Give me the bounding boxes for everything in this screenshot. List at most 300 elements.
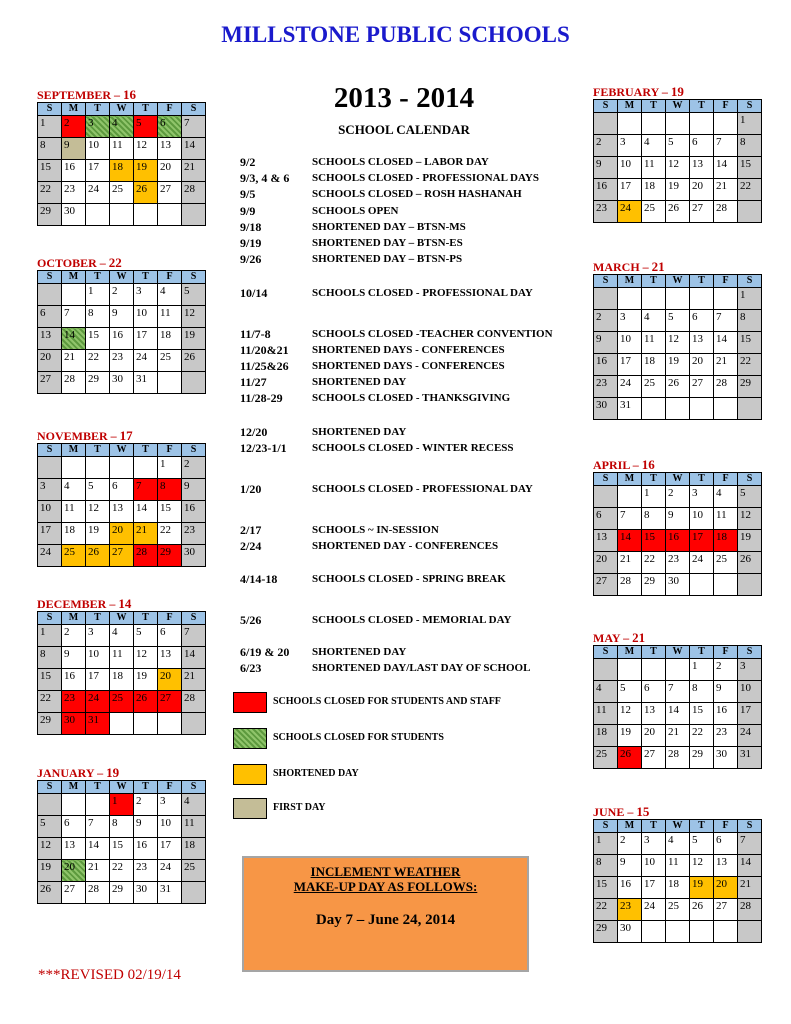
day-cell: 20: [62, 860, 86, 882]
day-cell: 2: [618, 833, 642, 855]
weekday-header: F: [158, 103, 182, 116]
event-date: 2/17: [240, 523, 262, 537]
weekday-header: T: [86, 781, 110, 794]
day-cell: 28: [738, 899, 762, 921]
legend-swatch: [233, 728, 267, 749]
weekday-header: M: [618, 820, 642, 833]
weekday-header: F: [714, 100, 738, 113]
weekday-header: S: [38, 781, 62, 794]
month-grid: [37, 270, 206, 394]
day-cell: 2: [182, 457, 206, 479]
day-cell: 10: [86, 647, 110, 669]
month-title: DECEMBER – 14: [37, 596, 132, 611]
day-cell: 28: [182, 691, 206, 713]
day-cell: 28: [182, 182, 206, 204]
event-description: SHORTENED DAY: [312, 376, 407, 388]
weekday-header: T: [642, 473, 666, 486]
day-cell: 28: [714, 201, 738, 223]
day-cell: [690, 921, 714, 943]
day-cell: 22: [38, 182, 62, 204]
weekday-header: M: [618, 646, 642, 659]
day-cell: 14: [134, 501, 158, 523]
day-cell: 8: [158, 479, 182, 501]
day-cell: 1: [38, 625, 62, 647]
day-cell: 24: [38, 545, 62, 567]
day-cell: [690, 574, 714, 596]
weekday-header: F: [158, 271, 182, 284]
weekday-header: S: [182, 103, 206, 116]
weekday-header: T: [86, 612, 110, 625]
day-cell: 25: [642, 376, 666, 398]
day-cell: 17: [690, 530, 714, 552]
day-cell: 10: [618, 332, 642, 354]
day-cell: 15: [690, 703, 714, 725]
day-cell: 2: [666, 486, 690, 508]
day-cell: 1: [38, 116, 62, 138]
event-item: [240, 360, 580, 374]
day-cell: 17: [134, 328, 158, 350]
day-cell: 11: [110, 138, 134, 160]
day-cell: 10: [618, 157, 642, 179]
calendar-nov: [37, 429, 206, 567]
day-cell: 1: [594, 833, 618, 855]
weekday-header: T: [134, 444, 158, 457]
day-cell: 1: [738, 113, 762, 135]
day-cell: 13: [158, 138, 182, 160]
day-cell: 12: [738, 508, 762, 530]
day-cell: [738, 201, 762, 223]
day-cell: 8: [642, 508, 666, 530]
weekday-header: W: [110, 444, 134, 457]
day-cell: 31: [158, 882, 182, 904]
weekday-header: T: [690, 473, 714, 486]
day-cell: 16: [666, 530, 690, 552]
day-cell: 31: [738, 747, 762, 769]
day-cell: 9: [618, 855, 642, 877]
event-date: 10/14: [240, 286, 268, 300]
day-cell: 29: [86, 372, 110, 394]
calendar-subtitle: SCHOOL CALENDAR: [338, 122, 470, 137]
month-grid: [37, 780, 206, 904]
day-cell: 17: [158, 838, 182, 860]
day-cell: 1: [738, 288, 762, 310]
day-cell: 21: [738, 877, 762, 899]
day-cell: 10: [158, 816, 182, 838]
day-cell: 15: [38, 669, 62, 691]
day-cell: 26: [38, 882, 62, 904]
day-cell: 20: [714, 877, 738, 899]
calendar-dec: [37, 597, 206, 735]
month-name: OCTOBER: [37, 256, 97, 270]
weekday-header: T: [134, 271, 158, 284]
day-cell: 15: [158, 501, 182, 523]
event-item: [240, 573, 580, 587]
weekday-header: W: [110, 781, 134, 794]
day-cell: 9: [110, 306, 134, 328]
event-date: 6/23: [240, 661, 262, 675]
event-item: [240, 524, 580, 538]
weekday-header: M: [618, 100, 642, 113]
day-cell: 21: [714, 354, 738, 376]
day-cell: 25: [182, 860, 206, 882]
day-cell: 11: [158, 306, 182, 328]
event-item: [240, 237, 580, 251]
weekday-header: W: [666, 100, 690, 113]
event-date: 12/23-1/1: [240, 441, 287, 455]
day-cell: 17: [618, 179, 642, 201]
school-day-count: 16: [123, 87, 137, 102]
day-cell: 13: [690, 332, 714, 354]
weekday-header: T: [642, 820, 666, 833]
day-cell: [110, 204, 134, 226]
month-name: SEPTEMBER: [37, 88, 112, 102]
legend-label: SCHOOLS CLOSED FOR STUDENTS: [273, 732, 444, 743]
day-cell: 16: [134, 838, 158, 860]
day-cell: 20: [642, 725, 666, 747]
event-description: SCHOOLS CLOSED - PROFESSIONAL DAY: [312, 287, 533, 299]
calendar-feb: [593, 85, 762, 223]
event-date: 1/20: [240, 482, 262, 496]
day-cell: 9: [714, 681, 738, 703]
event-item: [240, 344, 580, 358]
day-cell: 4: [714, 486, 738, 508]
weekday-header: F: [714, 646, 738, 659]
day-cell: 6: [62, 816, 86, 838]
day-cell: 13: [110, 501, 134, 523]
day-cell: 30: [714, 747, 738, 769]
event-item: [240, 172, 580, 186]
weekday-header: S: [594, 100, 618, 113]
day-cell: 12: [86, 501, 110, 523]
day-cell: 7: [62, 306, 86, 328]
day-cell: 3: [86, 116, 110, 138]
day-cell: 14: [86, 838, 110, 860]
day-cell: 3: [86, 625, 110, 647]
event-date: 2/24: [240, 539, 262, 553]
day-cell: [666, 659, 690, 681]
day-cell: 5: [690, 833, 714, 855]
day-cell: 28: [134, 545, 158, 567]
event-description: SCHOOLS ~ IN-SESSION: [312, 524, 439, 536]
calendar-oct: [37, 256, 206, 394]
day-cell: 2: [134, 794, 158, 816]
calendar-jun: [593, 805, 762, 943]
day-cell: 14: [666, 703, 690, 725]
day-cell: 2: [594, 135, 618, 157]
day-cell: 21: [666, 725, 690, 747]
day-cell: 9: [594, 157, 618, 179]
day-cell: 6: [714, 833, 738, 855]
weekday-header: T: [134, 612, 158, 625]
day-cell: [158, 372, 182, 394]
day-cell: 11: [182, 816, 206, 838]
day-cell: 7: [86, 816, 110, 838]
page-title: MILLSTONE PUBLIC SCHOOLS: [221, 22, 570, 47]
day-cell: 30: [62, 713, 86, 735]
day-cell: 15: [86, 328, 110, 350]
day-cell: [62, 794, 86, 816]
day-cell: 8: [738, 310, 762, 332]
day-cell: 4: [594, 681, 618, 703]
school-day-count: 22: [108, 255, 122, 270]
day-cell: 6: [690, 310, 714, 332]
day-cell: 23: [618, 899, 642, 921]
day-cell: 14: [182, 647, 206, 669]
legend-swatch: [233, 692, 267, 713]
day-cell: 12: [690, 855, 714, 877]
day-cell: 17: [618, 354, 642, 376]
day-cell: [134, 457, 158, 479]
day-cell: 5: [134, 625, 158, 647]
day-cell: 28: [714, 376, 738, 398]
month-title: MAY – 21: [593, 630, 646, 645]
day-cell: 22: [158, 523, 182, 545]
event-description: SHORTENED DAY/LAST DAY OF SCHOOL: [312, 662, 531, 674]
calendar-mar: [593, 260, 762, 420]
day-cell: 17: [38, 523, 62, 545]
day-cell: 22: [38, 691, 62, 713]
day-cell: 13: [62, 838, 86, 860]
day-cell: [158, 713, 182, 735]
month-grid: [37, 611, 206, 735]
day-cell: 5: [738, 486, 762, 508]
weekday-header: S: [38, 444, 62, 457]
day-cell: 14: [738, 855, 762, 877]
legend-label: SCHOOLS CLOSED FOR STUDENTS AND STAFF: [273, 696, 501, 707]
day-cell: 29: [38, 713, 62, 735]
day-cell: 28: [666, 747, 690, 769]
event-date: 9/2: [240, 155, 256, 169]
day-cell: 31: [618, 398, 642, 420]
day-cell: 1: [110, 794, 134, 816]
month-title: MARCH – 21: [593, 259, 665, 274]
day-cell: 8: [738, 135, 762, 157]
day-cell: 23: [62, 691, 86, 713]
day-cell: 18: [714, 530, 738, 552]
event-description: SCHOOLS CLOSED - THANKSGIVING: [312, 392, 511, 404]
weekday-header: T: [642, 275, 666, 288]
day-cell: 28: [86, 882, 110, 904]
day-cell: [594, 288, 618, 310]
weekday-header: W: [666, 275, 690, 288]
day-cell: [618, 659, 642, 681]
day-cell: 26: [666, 376, 690, 398]
day-cell: [714, 398, 738, 420]
month-title: OCTOBER – 22: [37, 255, 122, 270]
weekday-header: M: [62, 103, 86, 116]
event-item: [240, 614, 580, 628]
event-item: [240, 442, 580, 456]
day-cell: [134, 713, 158, 735]
day-cell: 2: [594, 310, 618, 332]
day-cell: 24: [690, 552, 714, 574]
day-cell: 16: [62, 669, 86, 691]
day-cell: 12: [134, 647, 158, 669]
month-name: MAY: [593, 631, 621, 645]
day-cell: 2: [62, 116, 86, 138]
day-cell: 20: [158, 669, 182, 691]
day-cell: 12: [666, 332, 690, 354]
month-title: APRIL – 16: [593, 457, 655, 472]
calendar-may: [593, 631, 762, 769]
day-cell: 8: [38, 647, 62, 669]
day-cell: 26: [182, 350, 206, 372]
day-cell: 2: [110, 284, 134, 306]
school-day-count: 15: [636, 804, 650, 819]
day-cell: 6: [594, 508, 618, 530]
day-cell: 18: [62, 523, 86, 545]
day-cell: 25: [666, 899, 690, 921]
event-item: [240, 376, 580, 390]
day-cell: 30: [182, 545, 206, 567]
day-cell: [182, 713, 206, 735]
day-cell: 22: [738, 179, 762, 201]
day-cell: 16: [182, 501, 206, 523]
month-grid: [593, 472, 762, 596]
event-item: [240, 221, 580, 235]
month-grid: [593, 645, 762, 769]
day-cell: 14: [62, 328, 86, 350]
day-cell: 15: [642, 530, 666, 552]
calendar-jan: [37, 766, 206, 904]
day-cell: 9: [666, 508, 690, 530]
day-cell: 25: [110, 182, 134, 204]
day-cell: 5: [134, 116, 158, 138]
day-cell: 30: [666, 574, 690, 596]
event-description: SCHOOLS CLOSED - PROFESSIONAL DAY: [312, 483, 533, 495]
event-description: SCHOOLS CLOSED – ROSH HASHANAH: [312, 188, 522, 200]
day-cell: 1: [690, 659, 714, 681]
day-cell: 18: [642, 179, 666, 201]
month-grid: [37, 102, 206, 226]
day-cell: 13: [594, 530, 618, 552]
day-cell: 30: [594, 398, 618, 420]
day-cell: 27: [62, 882, 86, 904]
day-cell: 9: [594, 332, 618, 354]
day-cell: 3: [690, 486, 714, 508]
day-cell: 18: [110, 160, 134, 182]
day-cell: 7: [714, 310, 738, 332]
event-description: SHORTENED DAY: [312, 426, 407, 438]
legend-label: FIRST DAY: [273, 802, 326, 813]
weekday-header: S: [594, 820, 618, 833]
day-cell: 5: [182, 284, 206, 306]
school-day-count: 14: [118, 596, 132, 611]
weekday-header: T: [86, 103, 110, 116]
day-cell: 7: [666, 681, 690, 703]
month-name: JANUARY: [37, 766, 95, 780]
day-cell: 7: [134, 479, 158, 501]
event-description: SCHOOLS CLOSED – LABOR DAY: [312, 156, 489, 168]
day-cell: 17: [642, 877, 666, 899]
weekday-header: T: [690, 275, 714, 288]
day-cell: 13: [38, 328, 62, 350]
weekday-header: T: [86, 444, 110, 457]
day-cell: 3: [618, 135, 642, 157]
day-cell: 27: [110, 545, 134, 567]
day-cell: 9: [62, 138, 86, 160]
weekday-header: W: [110, 271, 134, 284]
day-cell: 19: [666, 354, 690, 376]
weekday-header: T: [690, 646, 714, 659]
day-cell: [690, 288, 714, 310]
weekday-header: S: [182, 271, 206, 284]
day-cell: 15: [738, 332, 762, 354]
revision-note: ***REVISED 02/19/14: [38, 967, 181, 983]
day-cell: 31: [86, 713, 110, 735]
day-cell: [714, 288, 738, 310]
day-cell: 24: [158, 860, 182, 882]
day-cell: 25: [594, 747, 618, 769]
day-cell: 10: [38, 501, 62, 523]
day-cell: 18: [666, 877, 690, 899]
weekday-header: S: [38, 271, 62, 284]
day-cell: [642, 921, 666, 943]
event-description: SHORTENED DAYS - CONFERENCES: [312, 344, 505, 356]
school-day-count: 19: [670, 84, 684, 99]
day-cell: 8: [38, 138, 62, 160]
day-cell: 19: [38, 860, 62, 882]
event-date: 11/28-29: [240, 391, 283, 405]
day-cell: 4: [642, 310, 666, 332]
weekday-header: W: [666, 473, 690, 486]
month-name: FEBRUARY: [593, 85, 659, 99]
event-item: [240, 540, 580, 554]
day-cell: 9: [62, 647, 86, 669]
weekday-header: M: [62, 781, 86, 794]
day-cell: 16: [618, 877, 642, 899]
event-description: SHORTENED DAY – BTSN-ES: [312, 237, 463, 249]
day-cell: 18: [158, 328, 182, 350]
weekday-header: F: [714, 820, 738, 833]
weekday-header: S: [594, 473, 618, 486]
day-cell: 28: [62, 372, 86, 394]
day-cell: 19: [86, 523, 110, 545]
day-cell: 14: [618, 530, 642, 552]
day-cell: 19: [666, 179, 690, 201]
day-cell: [666, 398, 690, 420]
day-cell: 20: [38, 350, 62, 372]
day-cell: 5: [618, 681, 642, 703]
month-grid: [593, 819, 762, 943]
day-cell: 22: [738, 354, 762, 376]
event-description: SHORTENED DAY: [312, 646, 407, 658]
day-cell: 24: [618, 376, 642, 398]
day-cell: 8: [690, 681, 714, 703]
day-cell: 11: [62, 501, 86, 523]
weekday-header: T: [690, 820, 714, 833]
day-cell: 30: [618, 921, 642, 943]
day-cell: 4: [182, 794, 206, 816]
day-cell: 11: [714, 508, 738, 530]
weekday-header: F: [158, 612, 182, 625]
day-cell: 27: [158, 691, 182, 713]
day-cell: [690, 398, 714, 420]
event-date: 4/14-18: [240, 572, 278, 586]
day-cell: 16: [594, 354, 618, 376]
weekday-header: S: [182, 444, 206, 457]
day-cell: 13: [158, 647, 182, 669]
day-cell: 13: [642, 703, 666, 725]
event-item: [240, 205, 580, 219]
day-cell: 20: [690, 179, 714, 201]
day-cell: 15: [38, 160, 62, 182]
day-cell: 3: [738, 659, 762, 681]
day-cell: 12: [182, 306, 206, 328]
weekday-header: F: [158, 444, 182, 457]
day-cell: 29: [738, 376, 762, 398]
day-cell: 3: [134, 284, 158, 306]
